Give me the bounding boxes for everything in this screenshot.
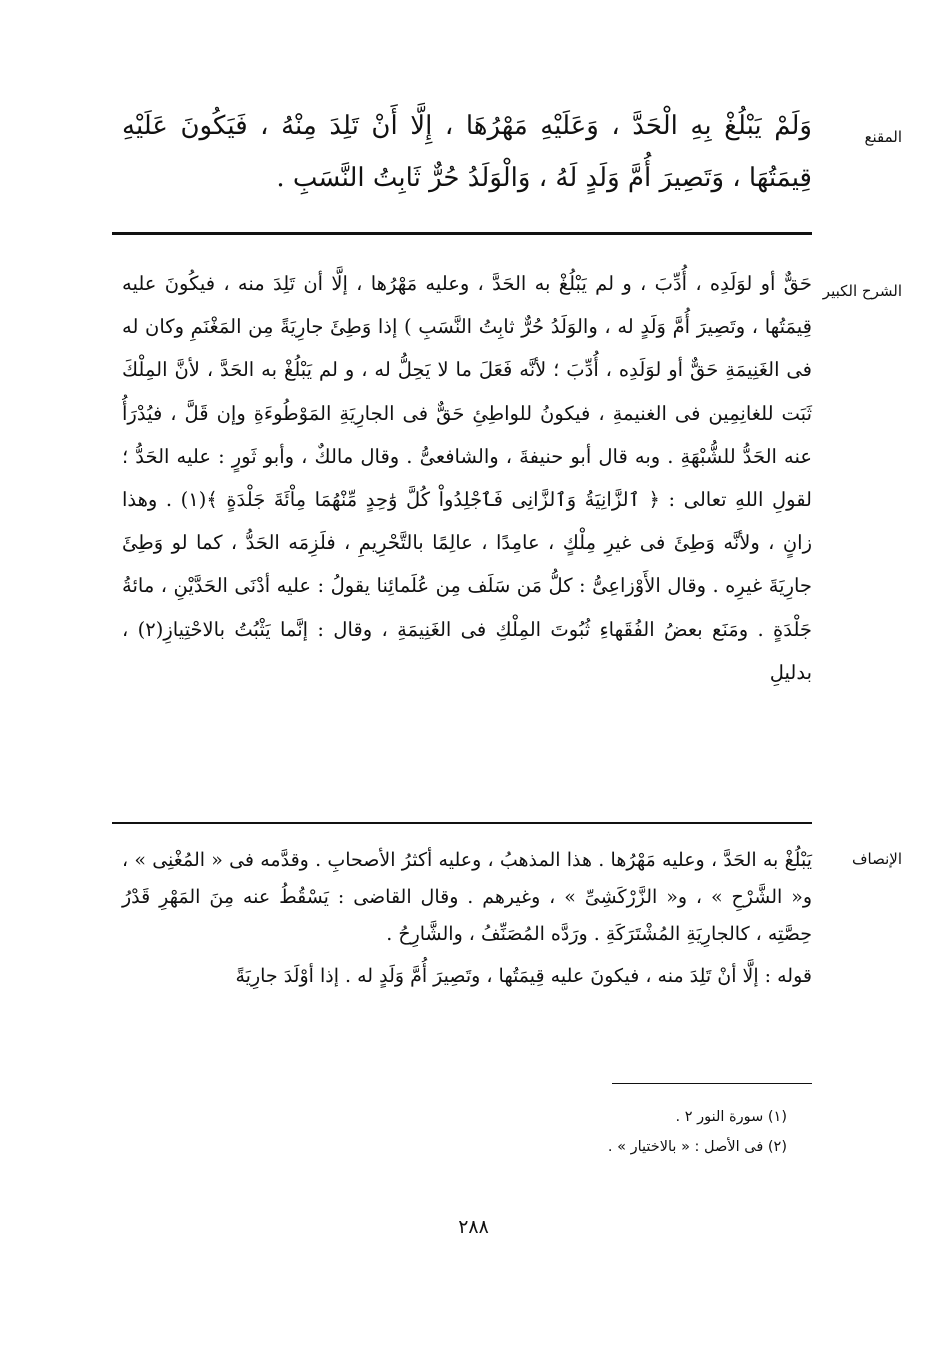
section-divider [112,822,812,824]
insaf-paragraph: يَبْلُغْ به الحَدَّ ، وعليه مَهْرُها . هذا المذهبُ ، وعليه أكثرُ الأصحابِ . وقدَّمه فى « المُغْنِى » ، و« الشَّرْحِ » ، و« الزَّرْكَشِىِّ » ، وغيرهم . وقال القاضى : يَسْقُطُ عنه مِنَ المَهْرِ قَدْرُ حِصَّتِه ، كالجارِيَةِ المُشْتَرَكَةِ . ورَدَّه المُصَنِّفُ ، والشَّارِحُ . [122,849,812,945]
footnote: (١) سورة النور ٢ . [675,1109,787,1125]
insaf-text-block [122,842,812,995]
footnotes [127,1102,787,1162]
insaf-paragraph: قوله : إلَّا أنْ تَلِدَ منه ، فيكونَ عليه قِيمَتُها ، وتَصِيرَ أُمَّ وَلَدٍ له . إذا أوْلَدَ جارِيَةً [235,965,812,987]
footnote-divider [612,1083,812,1084]
section-label-muqni: المقنع [864,128,902,146]
section-label-sharh: الشرح الكبير [822,282,902,300]
page-number: ٢٨٨ [458,1216,489,1238]
section-label-insaf: الإنصاف [851,850,902,868]
section-divider [112,232,812,235]
sharh-paragraph: حَقٌّ أو لوَلَدِه ، أُدِّبَ ، و لم يَبْلُغْ به الحَدَّ ، وعليه مَهْرُها ، إلَّا أن تَلِدَ منه ، فيكُونَ عليه قِيمَتُها ، وتَصِيرَ أُمَّ وَلَدٍ له ، والوَلَدُ حُرٌّ ثابِتُ النَّسَبِ ) إذا وَطِئَ جارِيَةً مِن المَغْنَمِ وكان له فى الغَنِيمَةِ حَقٌّ أو لوَلَدِه ، أُدِّبَ ؛ لأنَّه فَعَلَ ما لا يَحِلُّ له ، و لم يَبْلُغْ به الحَدَّ ، لأنَّ المِلْكَ ثَبَت للغانِمِين فى الغنيمةِ ، فيكونُ للواطِئِ حَقٌّ فى الجارِيَةِ المَوْطُوءَةِ وإن قَلَّ ، فيُدْرَأُ عنه الحَدُّ للشُّبْهَةِ . وبه قال أبو حنيفةَ ، والشافعىُّ . وقال مالكٌ ، وأبو ثَورٍ : عليه الحَدُّ ؛ لقولِ اللهِ تعالى : ﴿ ٱلزَّانِيَةُ وَٱلزَّانِى فَٱجْلِدُواْ كُلَّ وَٰحِدٍ مِّنْهُمَا مِاْئَةَ جَلْدَةٍ ﴾(١) . وهذا زانٍ ، ولأنَّه وَطِئَ فى غيرِ مِلْكٍ ، عامِدًا ، عالِمًا بالتَّحْرِيمِ ، فلَزِمَه الحَدُّ ، كما لو وَطِئَ جارِيَةَ غيرِه . وقال الأَوْزاعِىُّ : كلُّ مَن سَلَف مِن عُلَمائِنا يقولُ : عليه أدْنَى الحَدَّيْنِ ، مائةُ جَلْدَةٍ . ومَنَع بعضُ الفُقَهاءِ ثُبُوتَ المِلْكِ فى الغَنِيمَةِ ، وقال : إنَّما يَثْبُتُ بالاحْتِيازِ(٢) ، بدليلِ [122,272,812,684]
footnote: (٢) فى الأصل : « بالاختيار » . [607,1139,787,1155]
muqni-paragraph: وَلَمْ يَبْلُغْ بِهِ الْحَدَّ ، وَعَلَيْهِ مَهْرُهَا ، إِلَّا أَنْ تَلِدَ مِنْهُ ، فَيَكُونَ عَلَيْهِ قِيمَتُهَا ، وَتَصِيرَ أُمَّ وَلَدٍ لَهُ ، وَالْوَلَدُ حُرٌّ ثَابِتُ النَّسَبِ . [122,111,812,193]
muqni-text-block [122,100,812,204]
sharh-text-block [122,262,812,694]
